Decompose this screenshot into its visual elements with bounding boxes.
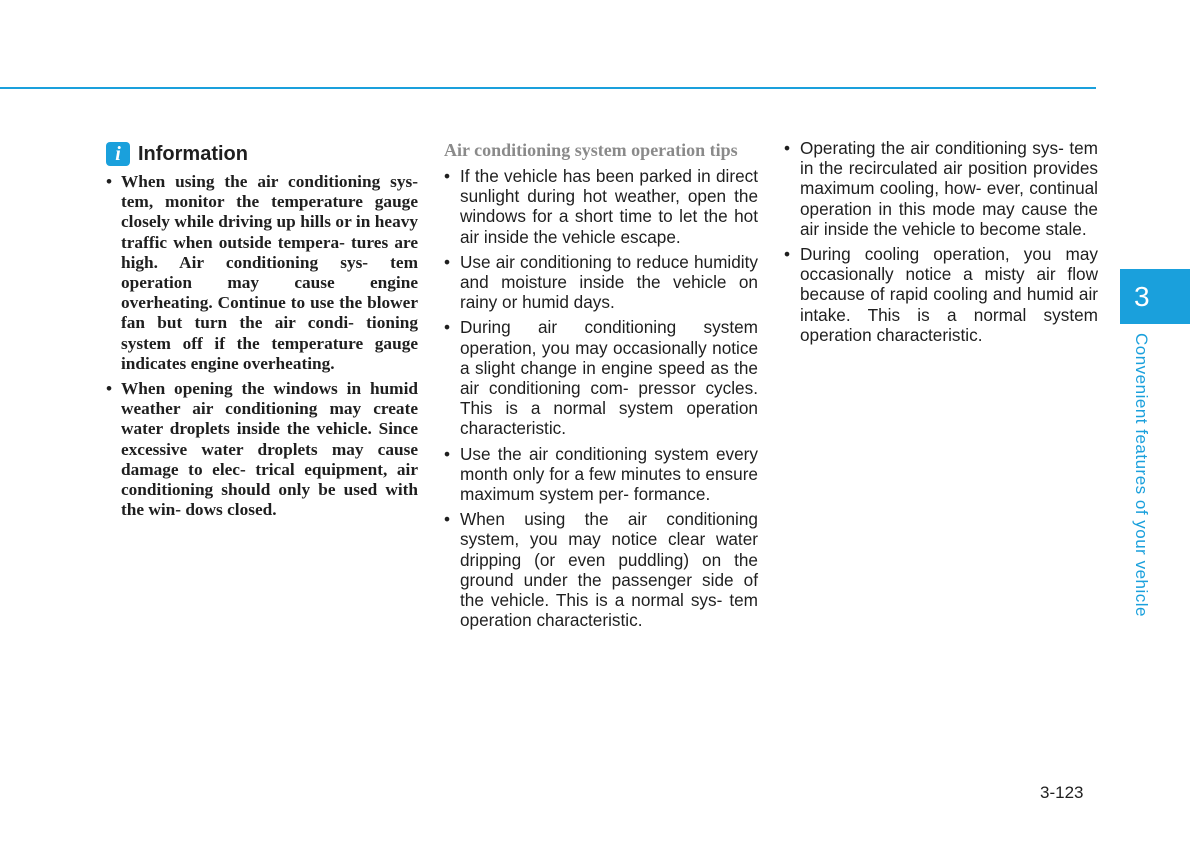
information-item: • When opening the windows in humid weather air conditioning may create water droplets inside the vehicle. Since excessive water droplets may cause damage to elec- trical equipment, air conditioning should only be used with the win- dows closed.: [106, 379, 418, 520]
tip-item: • When using the air conditioning system, you may notice clear water dripping (or even puddling) on the ground under the passenger side of the vehicle. This is a normal sys- tem operation characteristic.: [444, 509, 758, 630]
tip-item: • During air conditioning system operation, you may occasionally notice a slight change in engine speed as the air conditioning com- pressor cycles. This is a normal system operation characteristic.: [444, 317, 758, 438]
information-header: [106, 142, 418, 166]
tips-continued-section: [784, 138, 1098, 350]
chapter-title: Convenient features of your vehicle: [1132, 333, 1151, 617]
section-heading: Air conditioning system operation tips: [444, 140, 738, 160]
tips-section: [444, 138, 758, 635]
tip-item: • Use the air conditioning system every month only for a few minutes to ensure maximum system per- formance.: [444, 444, 758, 505]
header-rule: [0, 87, 1096, 89]
tip-item: • Use air conditioning to reduce humidity and moisture inside the vehicle on rainy or humid days.: [444, 252, 758, 313]
tip-item: • If the vehicle has been parked in direct sunlight during hot weather, open the windows for a short time to let the hot air inside the vehicle escape.: [444, 166, 758, 247]
chapter-tab: 3: [1120, 269, 1190, 324]
information-section: [106, 138, 418, 525]
tip-item: • Operating the air conditioning sys- tem in the recirculated air position provides maximum cooling, how- ever, continual operation in this mode may cause the air inside the vehicle to become stale.: [784, 138, 1098, 239]
information-item: • When using the air conditioning sys- tem, monitor the temperature gauge closely while driving up hills or in heavy traffic when outside tempera- tures are high. Air conditioning sys- tem operation may cause engine overheating. Continue to use the blower fan but turn the air condi- tioning system off if the temperature gauge indicates engine overheating.: [106, 172, 418, 374]
information-title: Information: [138, 142, 248, 165]
info-icon: i: [106, 142, 130, 166]
tip-item: • During cooling operation, you may occasionally notice a misty air flow because of rapid cooling and humid air intake. This is a normal system operation characteristic.: [784, 244, 1098, 345]
information-list: [106, 172, 418, 520]
tips-continued-list: [784, 138, 1098, 345]
tips-list: [444, 166, 758, 630]
page-number: 3-123: [1040, 783, 1084, 802]
